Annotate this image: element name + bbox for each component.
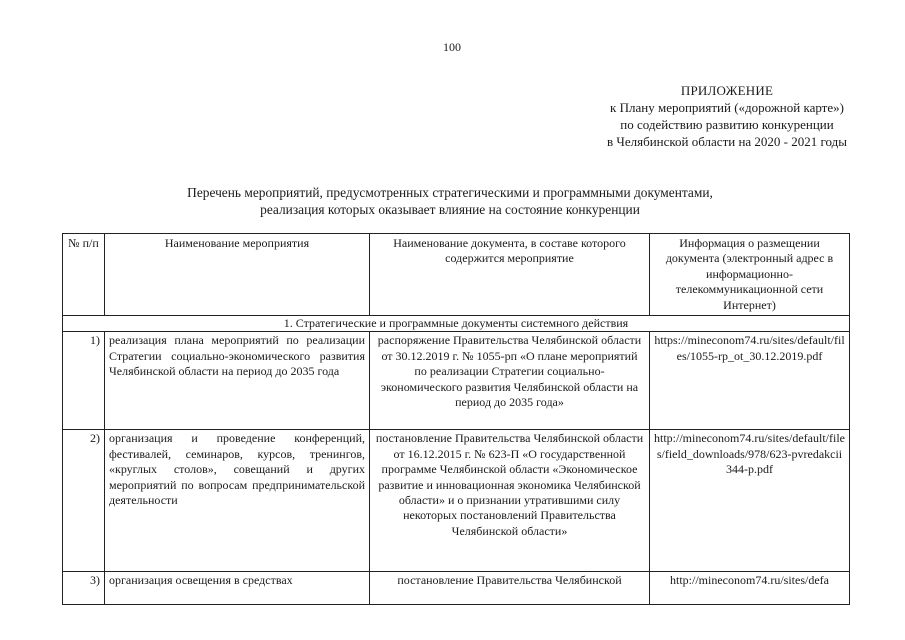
table-header-row [63, 234, 850, 316]
section-title: 1. Стратегические и программные документы системного действия [63, 316, 850, 332]
measure-name: реализация плана мероприятий по реализации Стратегии социально-экономического развития Челябинской области на период до 2035 года [105, 332, 370, 430]
appendix-line: к Плану мероприятий («дорожной карте») [610, 100, 844, 115]
document-link[interactable]: http://mineconom74.ru/sites/default/files/field_downloads/978/623-pvredakcii344-p.pdf [650, 430, 850, 572]
header-num: № п/п [63, 234, 105, 316]
appendix-header [607, 82, 847, 150]
measures-table [62, 233, 850, 605]
section-row [63, 316, 850, 332]
document-title-line: Перечень мероприятий, предусмотренных стратегическими и программными документами, [187, 185, 713, 200]
header-measure-name: Наименование мероприятия [105, 234, 370, 316]
document-name: постановление Правительства Челябинской [370, 572, 650, 605]
appendix-title: ПРИЛОЖЕНИЕ [680, 83, 774, 98]
header-document-info: Информация о размещении документа (электронный адрес в информационно-телекоммуникационной сети Интернет) [650, 234, 850, 316]
document-title [120, 184, 780, 218]
table-row [63, 572, 850, 605]
header-document-name: Наименование документа, в составе которого содержится мероприятие [370, 234, 650, 316]
document-name: распоряжение Правительства Челябинской области от 30.12.2019 г. № 1055-рп «О плане мероприятий по реализации Стратегии социально-экономического развития Челябинской области на период до 2035 года» [370, 332, 650, 430]
page-number: 100 [443, 40, 461, 54]
document-name: постановление Правительства Челябинской области от 16.12.2015 г. № 623-П «О государственной программе Челябинской области «Экономическое развитие и инновационная экономика Челябинской области» и о признании утратившими силу некоторых постановлений Правительства Челябинской области» [370, 430, 650, 572]
measure-name: организация и проведение конференций, фестивалей, семинаров, курсов, тренингов, «круглых столов», совещаний и других мероприятий по вопросам предпринимательской деятельности [105, 430, 370, 572]
row-number: 2) [63, 430, 105, 572]
row-number: 3) [63, 572, 105, 605]
document-link[interactable]: https://mineconom74.ru/sites/default/files/1055-rp_ot_30.12.2019.pdf [650, 332, 850, 430]
row-number: 1) [63, 332, 105, 430]
appendix-line: по содействию развитию конкуренции [620, 117, 834, 132]
measure-name: организация освещения в средствах [105, 572, 370, 605]
table-row [63, 332, 850, 430]
table-row [63, 430, 850, 572]
document-title-line: реализация которых оказывает влияние на состояние конкуренции [260, 202, 640, 217]
appendix-line: в Челябинской области на 2020 - 2021 годы [607, 134, 847, 149]
document-link[interactable]: http://mineconom74.ru/sites/defa [650, 572, 850, 605]
